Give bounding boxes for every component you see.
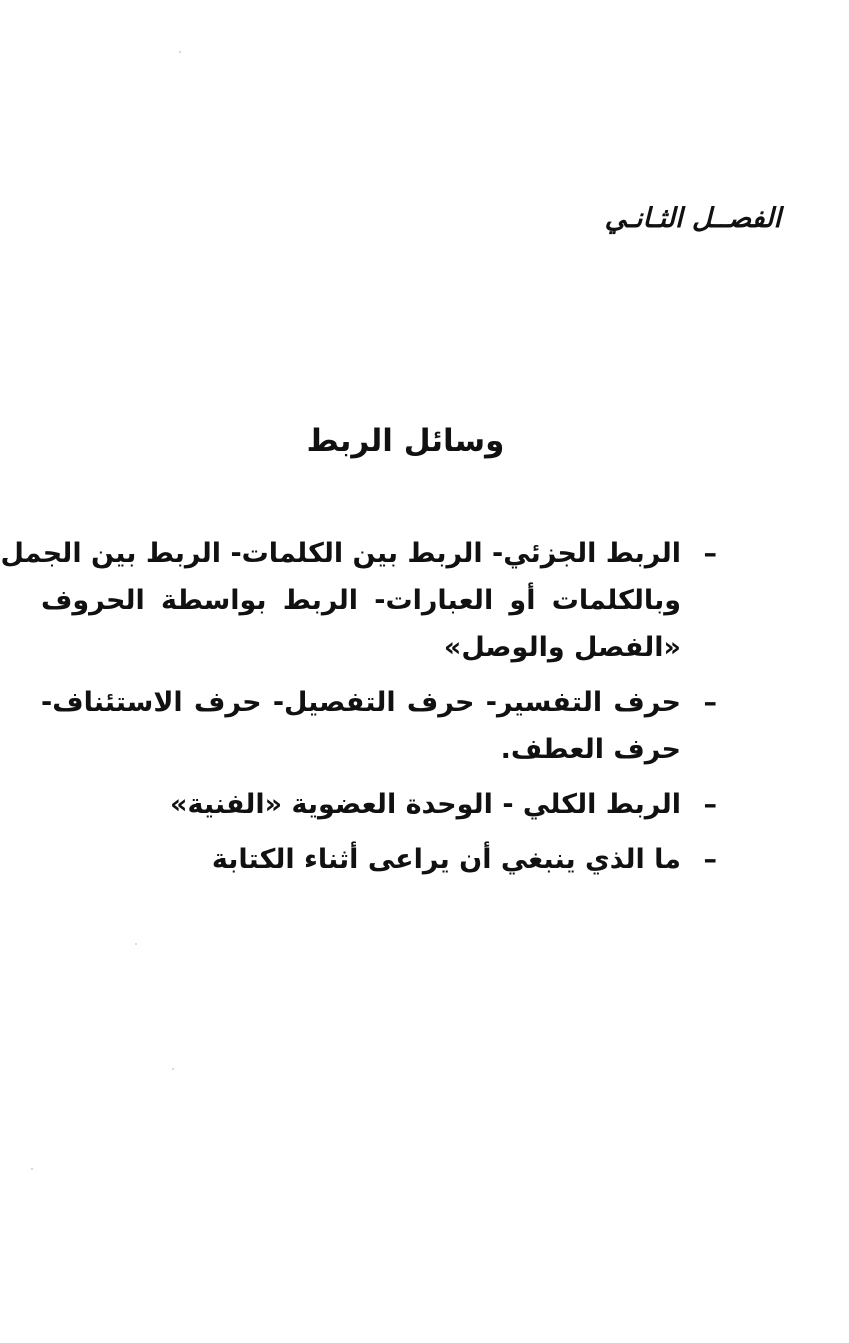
topic-dash: – [703,538,717,569]
topic-dash: – [703,687,717,718]
topic-dash: – [703,844,717,875]
topic-item [0,530,717,671]
topic-item [41,679,717,773]
topic-item [41,781,717,828]
topic-line: حرف التفسير- حرف التفصيل- حرف الاستئناف- [41,687,681,718]
topic-line: ما الذي ينبغي أن يراعى أثناء الكتابة [211,844,681,875]
topic-list [0,530,717,891]
scan-speck [172,1068,174,1070]
topic-dash: – [703,789,717,820]
scan-speck [135,943,137,945]
scan-speck [31,1168,33,1170]
chapter-label: الفصــل الثـانـي [604,203,781,234]
scan-speck [179,51,181,53]
topic-line: الربط الكلي - الوحدة العضوية «الفنية» [170,789,681,820]
topic-line: «الفصل والوصل» [443,632,681,663]
topic-line: وبالكلمات أو العبارات- الربط بواسطة الحروف [41,585,681,616]
chapter-title: وسائل الربط [306,423,505,459]
topic-line: الربط الجزئي- الربط بين الكلمات- الربط بين الجمل [0,538,681,569]
topic-line: حرف العطف. [500,734,681,765]
topic-item [41,836,717,883]
